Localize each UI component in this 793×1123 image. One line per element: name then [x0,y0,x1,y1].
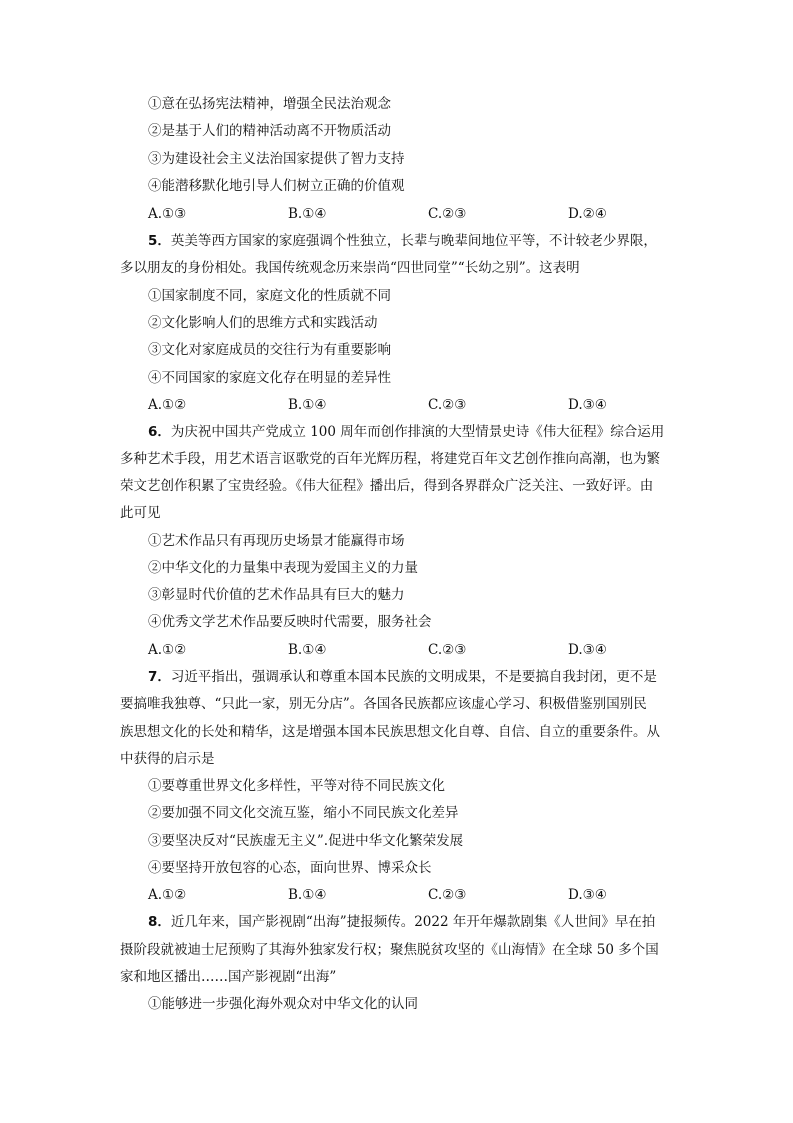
q4-statement-2: ②是基于人们的精神活动离不开物质活动 [148,123,391,139]
q6-option-d[interactable]: D.③④ [568,642,607,658]
q4-options [148,205,628,223]
q7-option-a[interactable]: A.①② [148,887,187,903]
q4-statement-1: ①意在弘扬宪法精神，增强全民法治观念 [148,96,391,112]
q5-statement-2: ②文化影响人们的思维方式和实践活动 [148,315,378,331]
q7-statement-4: ④要坚持开放包容的心态，面向世界、博采众长 [148,860,432,876]
q7-option-b[interactable]: B.①④ [288,887,327,903]
q7-stem-line-1: 7．习近平指出，强调承认和尊重本国本民族的文明成果，不是要搞自我封闭，更不是 [148,669,657,685]
q4-option-c[interactable]: C.②③ [428,206,467,222]
q7-statement-1: ①要尊重世界文化多样性，平等对待不同民族文化 [148,778,445,794]
q7-option-d[interactable]: D.③④ [568,887,607,903]
q7-options [148,886,628,904]
q5-option-b[interactable]: B.①④ [288,397,327,413]
q4-statement-3: ③为建设社会主义法治国家提供了智力支持 [148,151,405,167]
q8-stem-line-3: 家和地区播出……国产影视剧“出海” [120,969,337,985]
q8-stem-line-2: 摄阶段就被迪士尼预购了其海外独家发行权；聚焦脱贫攻坚的《山海情》在全球 50 多个国 [120,942,659,958]
q5-options [148,396,628,414]
q6-option-c[interactable]: C.②③ [428,642,467,658]
q5-option-d[interactable]: D.③④ [568,397,607,413]
q6-statement-2: ②中华文化的力量集中表现为爱国主义的力量 [148,560,418,576]
q5-stem-line-2: 多以朋友的身份相处。我国传统观念历来崇尚“四世同堂”“长幼之别”。这表明 [120,260,580,276]
q7-stem-line-3: 族思想文化的长处和精华，这是增强本国本民族思想文化自尊、自信、自立的重要条件。从 [120,724,660,740]
q4-statement-4: ④能潜移默化地引导人们树立正确的价值观 [148,178,405,194]
q6-option-b[interactable]: B.①④ [288,642,327,658]
q7-option-c[interactable]: C.②③ [428,887,467,903]
q4-option-b[interactable]: B.①④ [288,206,327,222]
q7-stem-line-4: 中获得的启示是 [120,751,215,767]
q6-stem-line-3: 荣文艺创作积累了宝贵经验。《伟大征程》播出后，得到各界群众广泛关注、一致好评。由 [120,478,654,494]
q6-statement-1: ①艺术作品只有再现历史场景才能赢得市场 [148,533,405,549]
q7-number: 7． [148,669,171,685]
q6-option-a[interactable]: A.①② [148,642,187,658]
q8-stem-line-1: 8．近几年来，国产影视剧“出海”捷报频传。2022 年开年爆款剧集《人世间》早在拍 [148,914,656,930]
q6-statement-4: ④优秀文学艺术作品要反映时代需要，服务社会 [148,614,432,630]
q6-stem-line-2: 多种艺术手段，用艺术语言讴歌党的百年光辉历程，将建党百年文艺创作推向高潮，也为繁 [120,451,660,467]
q4-option-a[interactable]: A.①③ [148,206,187,222]
q4-option-d[interactable]: D.②④ [568,206,607,222]
q6-stem-line-1: 6．为庆祝中国共产党成立 100 周年而创作排演的大型情景史诗《伟大征程》综合运用 [148,424,665,440]
q5-number: 5． [148,233,171,249]
q7-statement-2: ②要加强不同文化交流互鉴，缩小不同民族文化差异 [148,805,459,821]
q5-option-a[interactable]: A.①② [148,397,187,413]
q7-statement-3: ③要坚决反对“民族虚无主义”.促进中华文化繁荣发展 [148,833,464,849]
q6-number: 6． [148,424,171,440]
q5-statement-3: ③文化对家庭成员的交往行为有重要影响 [148,342,391,358]
q5-statement-1: ①国家制度不同，家庭文化的性质就不同 [148,288,391,304]
q6-statement-3: ③彰显时代价值的艺术作品具有巨大的魅力 [148,587,405,603]
q7-stem-line-2: 要搞唯我独尊、“只此一家，别无分店”。各国各民族都应该虚心学习、积极借鉴别国别民 [120,696,647,712]
q6-options [148,641,628,659]
q5-option-c[interactable]: C.②③ [428,397,467,413]
q6-stem-line-4: 此可见 [120,505,161,521]
q8-statement-1: ①能够进一步强化海外观众对中华文化的认同 [148,996,418,1012]
q5-statement-4: ④不同国家的家庭文化存在明显的差异性 [148,370,391,386]
q8-number: 8． [148,914,171,930]
q5-stem-line-1: 5．英美等西方国家的家庭强调个性独立，长辈与晚辈间地位平等，不计较老少界限， [148,233,657,249]
